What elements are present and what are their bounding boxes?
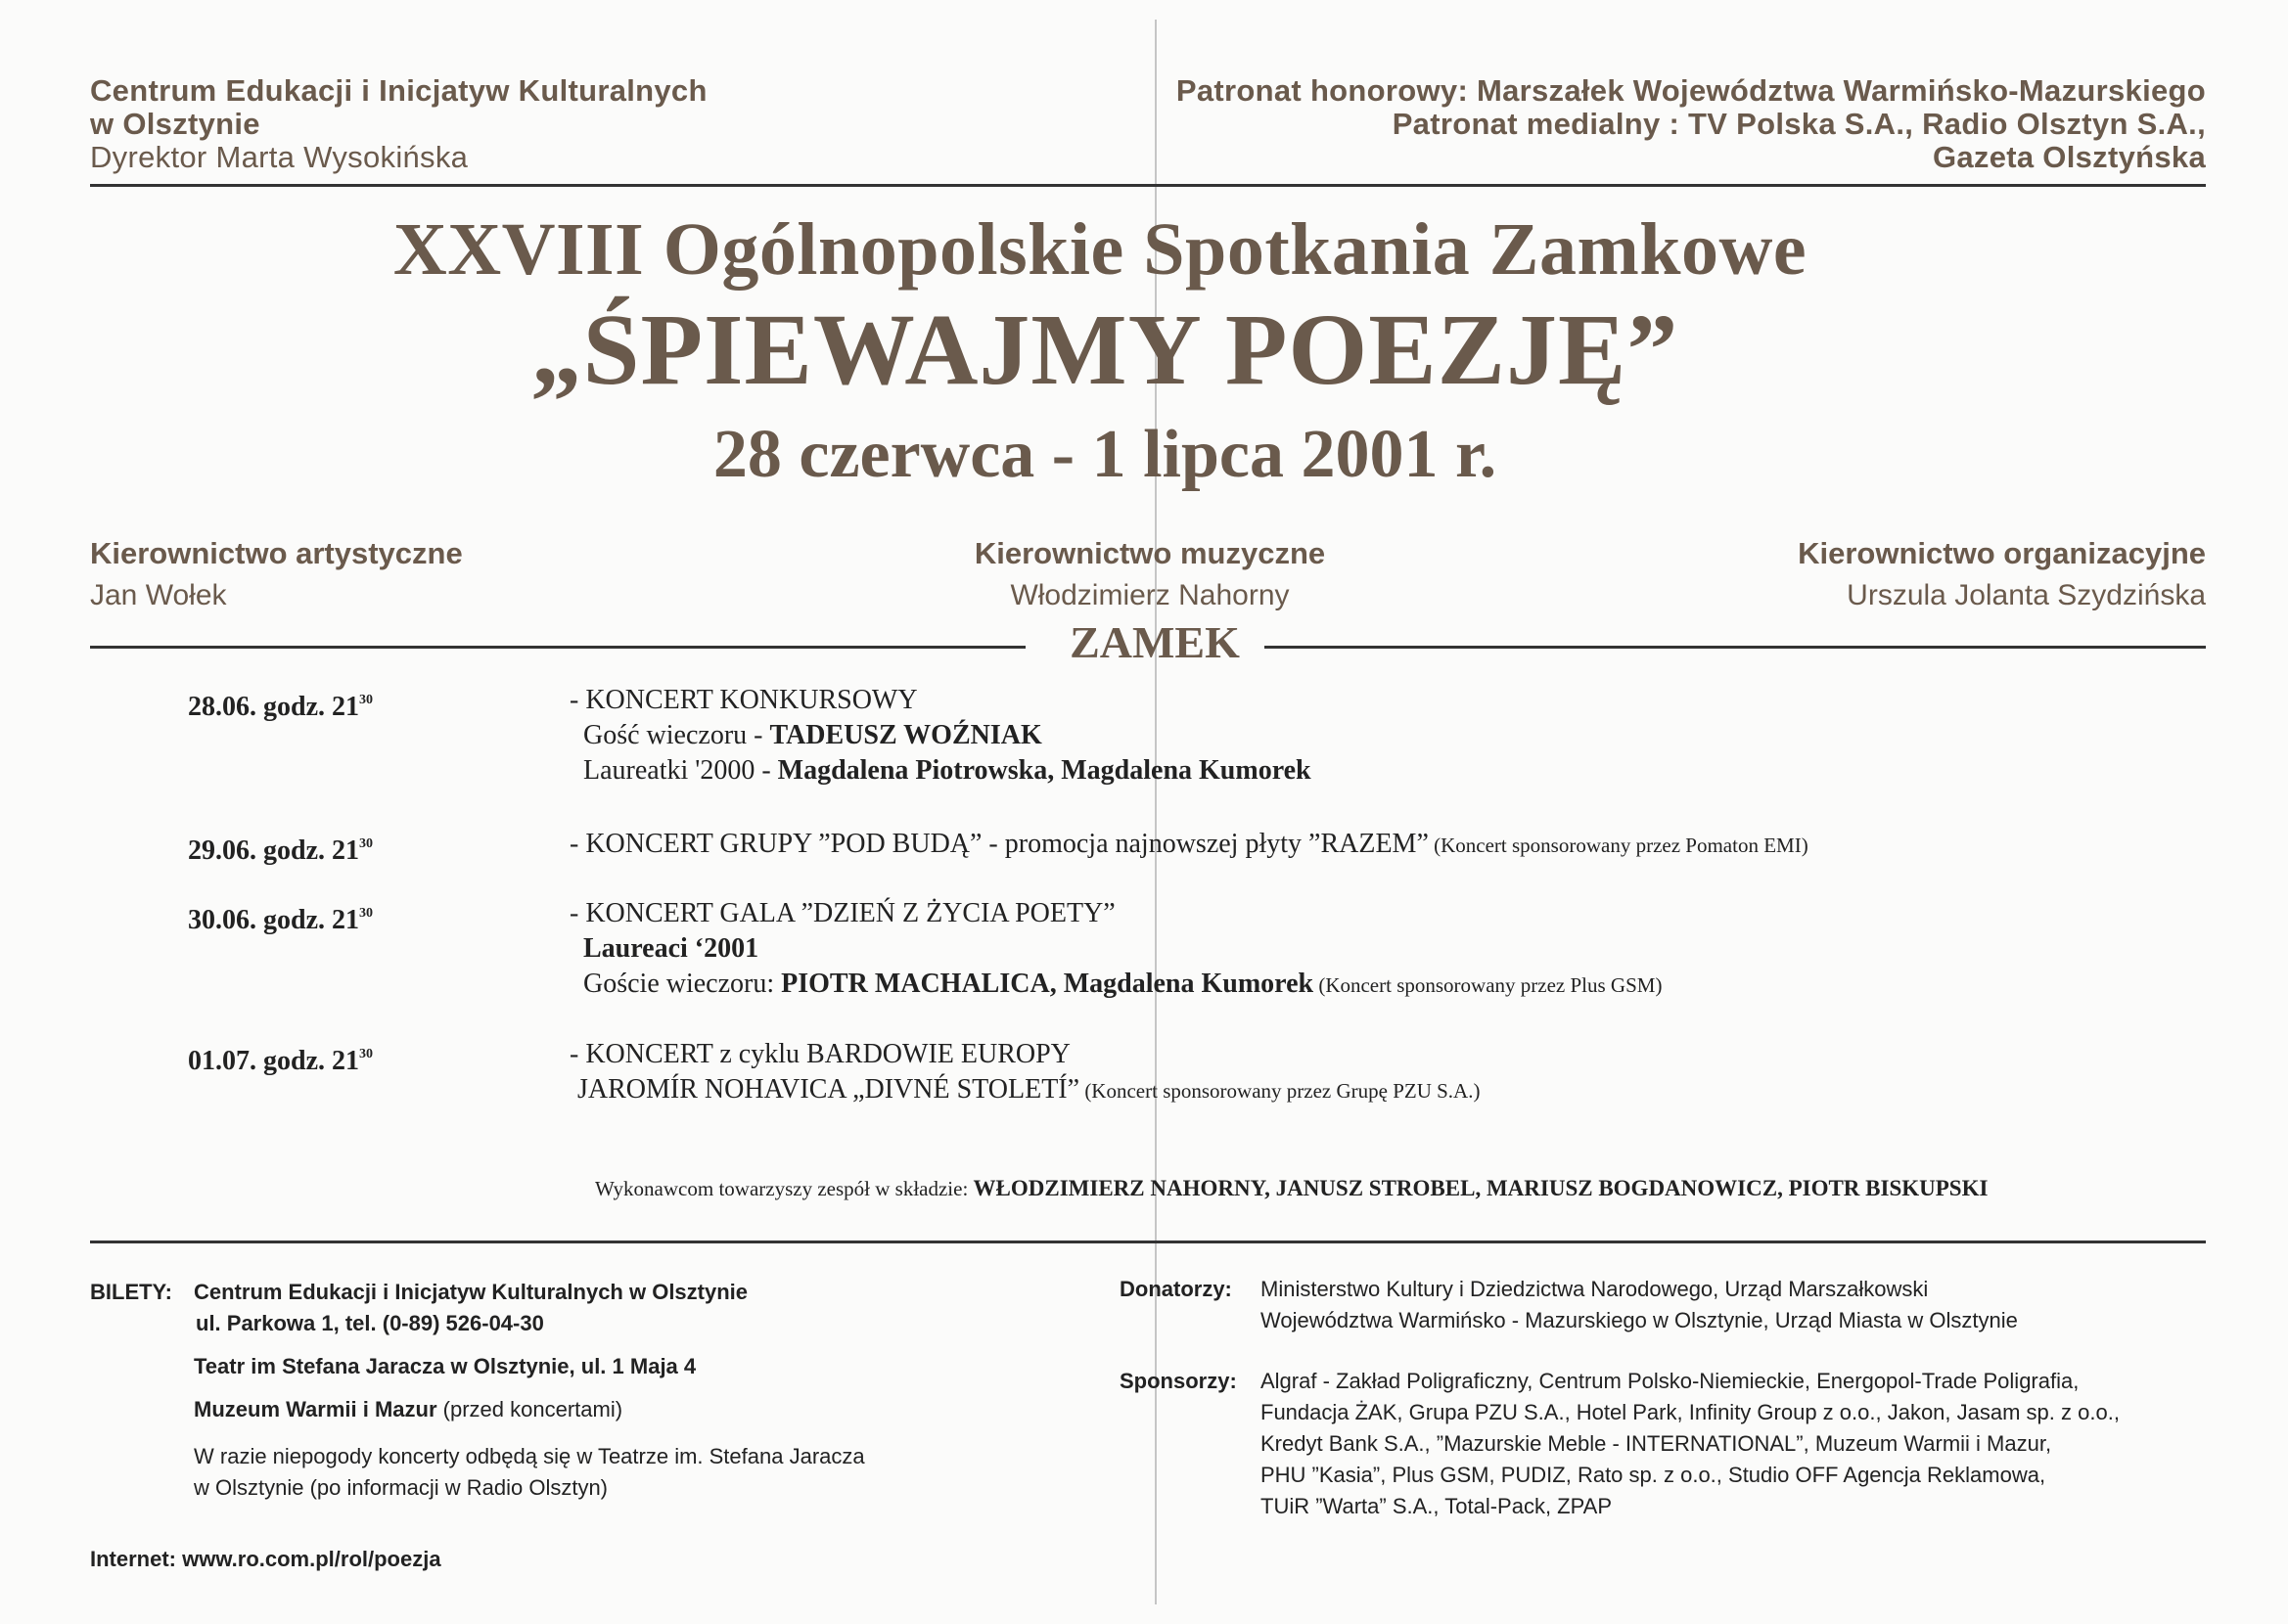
tickets-address-1: ul. Parkowa 1, tel. (0-89) 526-04-30 (196, 1311, 544, 1335)
weather-note-2: w Olsztynie (po informacji w Radio Olsztyn) (194, 1475, 609, 1500)
tickets-venue-1: Centrum Edukacji i Inicjatyw Kulturalnych w Olsztynie (194, 1280, 749, 1304)
director-name: Jan Wołek (90, 579, 227, 611)
tickets-venue-3-note: (przed koncertami) (436, 1397, 623, 1421)
organizer-director: Dyrektor Marta Wysokińska (90, 140, 469, 174)
organizer-block (90, 74, 708, 174)
sponsors-line: PHU ”Kasia”, Plus GSM, PUDIZ, Rato sp. z o.o., Studio OFF Agencja Reklamowa, (1260, 1463, 2046, 1487)
internet-line (90, 1544, 441, 1575)
sponsors-line: Algraf - Zakład Poligraficzny, Centrum Polsko-Niemieckie, Energopol-Trade Poligrafia, (1260, 1369, 2080, 1393)
schedule-details (570, 896, 2204, 1003)
header-divider (90, 184, 2206, 187)
laureates-names: Magdalena Piotrowska, Magdalena Kumorek (777, 755, 1311, 786)
laureates-label: Laureaci ‘2001 (583, 933, 759, 964)
donors-line-2: Województwa Warmińsko - Mazurskiego w Olsztynie, Urząd Miasta w Olsztynie (1260, 1308, 2018, 1332)
guests-label: Goście wieczoru: (583, 969, 782, 999)
performer-title: JAROMÍR NOHAVICA „DIVNÉ STOLETÍ” (577, 1074, 1080, 1105)
sponsor-note: (Koncert sponsorowany przez Plus GSM) (1313, 973, 1663, 997)
concert-title: - KONCERT KONKURSOWY (570, 685, 918, 715)
band-line (595, 1176, 2219, 1201)
director-musical (930, 536, 1370, 612)
event-motto: „ŚPIEWAJMY POEZJĘ” (530, 293, 1679, 406)
director-organizational (1798, 536, 2206, 612)
venue-divider-left (90, 646, 1026, 649)
concert-series-label: z cyklu (712, 1039, 806, 1069)
concert-title: - KONCERT GALA ”DZIEŃ Z ŻYCIA POETY” (570, 898, 1116, 928)
organizer-name: Centrum Edukacji i Inicjatyw Kulturalnych (90, 73, 708, 108)
schedule-details (570, 683, 2204, 789)
tickets-venue-2: Teatr im Stefana Jaracza w Olsztynie, ul. 1 Maja 4 (194, 1354, 697, 1378)
concert-title: - KONCERT GRUPY ”POD BUDĄ” - promocja najnowszej płyty ”RAZEM” (570, 829, 1429, 859)
concert-title: - KONCERT (570, 1039, 713, 1069)
director-label: Kierownictwo organizacyjne (1798, 536, 2206, 570)
guest-label: Gość wieczoru - (583, 720, 770, 750)
laureates-label: Laureatki '2000 - (583, 755, 778, 786)
sponsors-line: Fundacja ŻAK, Grupa PZU S.A., Hotel Park, Infinity Group z o.o., Jakon, Jasam sp. z o.o., (1260, 1400, 2120, 1424)
schedule-details (570, 827, 2204, 863)
schedule-details (570, 1037, 2204, 1108)
internet-url[interactable]: www.ro.com.pl/rol/poezja (182, 1547, 441, 1571)
media-patronage: Patronat medialny : TV Polska S.A., Radio Olsztyn S.A., (1392, 107, 2206, 141)
band-label: Wykonawcom towarzyszy zespół w składzie: (595, 1177, 974, 1200)
sponsors-line: Kredyt Bank S.A., ”Mazurskie Meble - INTERNATIONAL”, Muzeum Warmii i Mazur, (1260, 1431, 2052, 1456)
director-name: Urszula Jolanta Szydzińska (1847, 579, 2206, 611)
schedule-date: 29.06. godz. $21^{30}$ (188, 835, 373, 866)
sponsors-line: TUiR ”Warta” S.A., Total-Pack, ZPAP (1260, 1494, 1612, 1518)
director-name: Włodzimierz Nahorny (1010, 579, 1290, 611)
band-members: WŁODZIMIERZ NAHORNY, JANUSZ STROBEL, MARIUSZ BOGDANOWICZ, PIOTR BISKUPSKI (973, 1176, 1989, 1200)
guest-name: TADEUSZ WOŹNIAK (769, 720, 1042, 750)
donors-label: Donatorzy: (1120, 1277, 1232, 1301)
organizer-city: w Olsztynie (90, 107, 260, 141)
director-label: Kierownictwo artystyczne (90, 536, 463, 570)
director-label: Kierownictwo muzyczne (974, 536, 1326, 570)
concert-series: BARDOWIE EUROPY (806, 1039, 1071, 1069)
event-dates: 28 czerwca - 1 lipca 2001 r. (712, 417, 1497, 492)
director-artistic (90, 536, 463, 612)
footer-divider (90, 1241, 2206, 1243)
venue-divider-right (1264, 646, 2206, 649)
schedule-date: 30.06. godz. $21^{30}$ (188, 905, 373, 935)
tickets-venue-3: Muzeum Warmii i Mazur (194, 1397, 437, 1421)
internet-label: Internet: (90, 1547, 183, 1571)
guests-names: PIOTR MACHALICA, Magdalena Kumorek (781, 969, 1314, 999)
donors-line-1: Ministerstwo Kultury i Dziedzictwa Narodowego, Urząd Marszałkowski (1260, 1277, 1929, 1301)
patronage-block (934, 74, 2206, 174)
tickets-label: BILETY: (90, 1280, 172, 1304)
schedule-date: 28.06. godz. $21^{30}$ (188, 692, 373, 722)
schedule-date: 01.07. godz. $21^{30}$ (188, 1046, 373, 1076)
sponsor-note: (Koncert sponsorowany przez Grupę PZU S.A.) (1079, 1079, 1481, 1103)
sponsors-label: Sponsorzy: (1120, 1369, 1237, 1393)
media-patronage-cont: Gazeta Olsztyńska (1932, 140, 2206, 174)
event-title: XXVIII Ogólnopolskie Spotkania Zamkowe (392, 208, 1808, 291)
honorary-patronage: Patronat honorowy: Marszałek Województwa Warmińsko-Mazurskiego (1175, 73, 2206, 108)
sponsor-note: (Koncert sponsorowany przez Pomaton EMI) (1428, 834, 1808, 857)
weather-note-1: W razie niepogody koncerty odbędą się w Teatrze im. Stefana Jaracza (194, 1444, 865, 1468)
venue-title: ZAMEK (1070, 617, 1240, 667)
